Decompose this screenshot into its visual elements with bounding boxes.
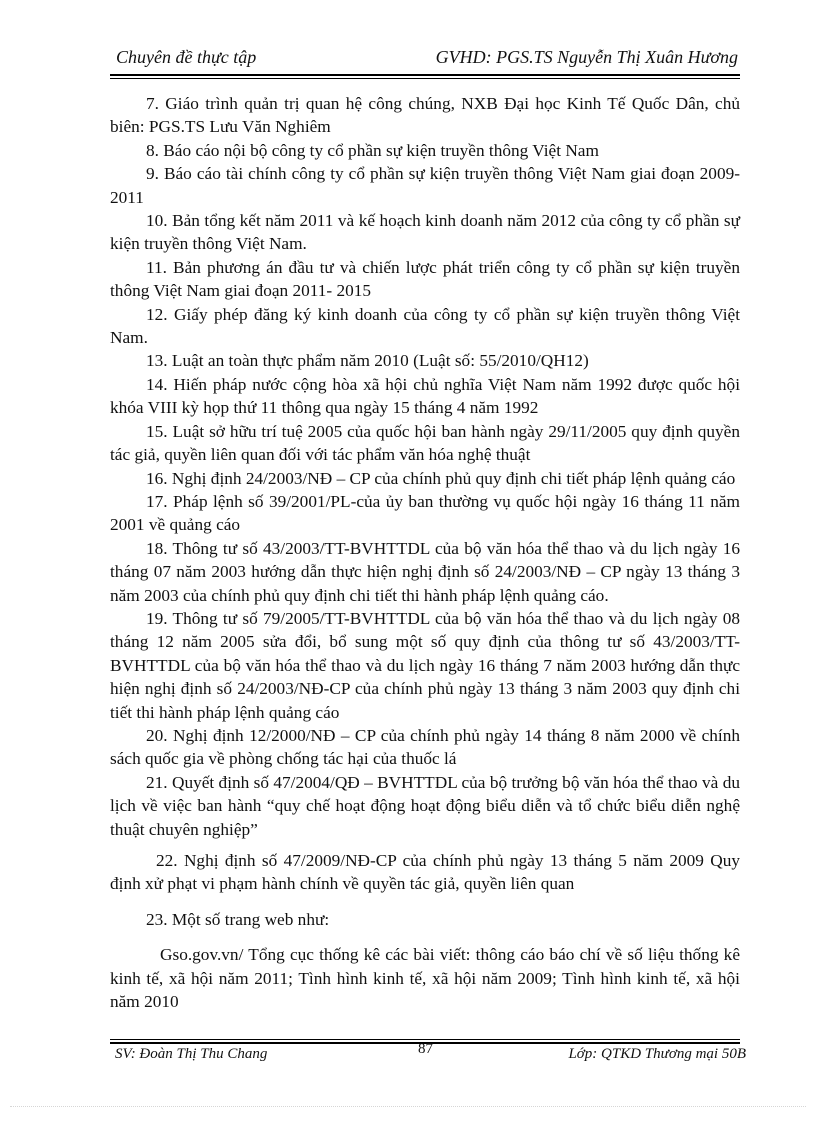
reference-item-11: 11. Bản phương án đầu tư và chiến lược phát triển công ty cổ phần sự kiện truyền thông Việt Nam giai đoạn 2011- 2015 — [110, 257, 740, 301]
reference-item-10: 10. Bản tổng kết năm 2011 và kế hoạch kinh doanh năm 2012 của công ty cổ phần sự kiện truyền thông Việt Nam. — [110, 211, 740, 254]
header-report-title: Chuyên đề thực tập — [116, 47, 257, 67]
reference-item-20: 20. Nghị định 12/2000/NĐ – CP của chính phủ ngày 14 tháng 8 năm 2000 về chính sách quốc gia về phòng chống tác hại của thuốc lá — [110, 725, 740, 769]
reference-item-7: 7. Giáo trình quản trị quan hệ công chúng, NXB Đại học Kinh Tế Quốc Dân, chủ biên: PGS.TS Lưu Văn Nghiêm — [110, 94, 740, 137]
reference-item-19: 19. Thông tư số 79/2005/TT-BVHTTDL của bộ văn hóa thể thao và du lịch ngày 08 tháng 12 năm 2005 sửa đổi, bổ sung một số quy định của thông tư số 43/2003/TT-BVHTTDL của bộ văn hóa thể thao và du lịch ngày 16 tháng 7 năm 2003 hướng dẫn thực hiện nghị định số 24/2003/NĐ-CP của chính phủ ngày 13 tháng 3 năm 2003 quy định chi tiết thi hành pháp lệnh quảng cáo — [110, 608, 740, 722]
footer-rule-thin — [110, 1039, 740, 1040]
header-rule-thin — [110, 78, 740, 79]
reference-item-9: 9. Báo cáo tài chính công ty cổ phần sự kiện truyền thông Việt Nam giai đoạn 2009- 2011 — [110, 164, 740, 207]
reference-item-15: 15. Luật sở hữu trí tuệ 2005 của quốc hội ban hành ngày 29/11/2005 quy định quyền tác giả, quyền liên quan đối với tác phẩm văn hóa nghệ thuật — [110, 421, 740, 465]
reference-item-13: 13. Luật an toàn thực phẩm năm 2010 (Luật số: 55/2010/QH12) — [146, 351, 589, 371]
reference-item-22: 22. Nghị định số 47/2009/NĐ-CP của chính phủ ngày 13 tháng 5 năm 2009 Quy định xử phạt vi phạm hành chính về quyền tác giả, quyền liên quan — [110, 851, 740, 894]
reference-item-21: 21. Quyết định số 47/2004/QĐ – BVHTTDL của bộ trưởng bộ văn hóa thể thao và du lịch về việc ban hành “quy chế hoạt động hoạt động biểu diễn và tổ chức biểu diễn nghệ thuật chuyên nghiệp” — [110, 772, 740, 839]
header-rule-thick — [110, 74, 740, 76]
header-supervisor: GVHD: PGS.TS Nguyễn Thị Xuân Hương — [435, 47, 738, 67]
reference-item-8: 8. Báo cáo nội bộ công ty cổ phần sự kiện truyền thông Việt Nam — [146, 140, 599, 160]
reference-item-23: 23. Một số trang web như: — [146, 909, 330, 929]
page-header — [110, 45, 740, 73]
page-bottom-divider — [10, 1106, 806, 1107]
reference-item-18: 18. Thông tư số 43/2003/TT-BVHTTDL của bộ văn hóa thể thao và du lịch ngày 16 tháng 07 năm 2003 hướng dẫn thực hiện nghị định số 24/2003/NĐ – CP ngày 13 tháng 3 năm 2003 của chính phủ quy định chi tiết thi hành pháp lệnh quảng cáo. — [110, 538, 740, 605]
reference-item-17: 17. Pháp lệnh số 39/2001/PL-của ủy ban thường vụ quốc hội ngày 16 tháng 11 năm 2001 về quảng cáo — [110, 491, 740, 535]
footer-student: SV: Đoàn Thị Thu Chang — [115, 1046, 268, 1062]
reference-list — [110, 92, 740, 1013]
reference-item-14: 14. Hiến pháp nước cộng hòa xã hội chủ nghĩa Việt Nam năm 1992 được quốc hội khóa VIII kỳ họp thứ 11 thông qua ngày 15 tháng 4 năm 1992 — [110, 374, 740, 418]
reference-item-16: 16. Nghị định 24/2003/NĐ – CP của chính phủ quy định chi tiết pháp lệnh quảng cáo — [146, 468, 736, 488]
reference-item-12: 12. Giấy phép đăng ký kinh doanh của công ty cổ phần sự kiện truyền thông Việt Nam. — [110, 304, 740, 348]
footer-class: Lớp: QTKD Thương mại 50B — [568, 1046, 746, 1062]
page-number: 87 — [418, 1041, 433, 1057]
reference-website-note: Gso.gov.vn/ Tổng cục thống kê các bài viết: thông cáo báo chí về số liệu thống kê kinh tế, xã hội năm 2011; Tình hình kinh tế, xã hội năm 2009; Tình hình kinh tế, xã hội năm 2010 — [110, 945, 740, 1012]
